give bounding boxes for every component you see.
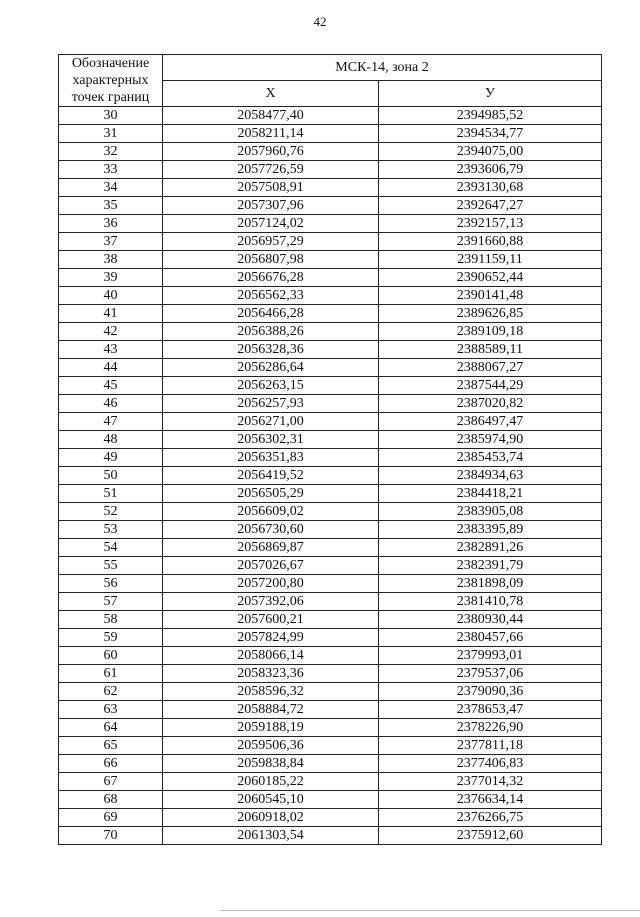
page-edge-line bbox=[220, 910, 640, 911]
x-coordinate-cell: 2061303,54 bbox=[163, 827, 379, 845]
point-number-cell: 41 bbox=[59, 305, 163, 323]
y-coordinate-cell: 2384934,63 bbox=[379, 467, 602, 485]
y-coordinate-cell: 2376266,75 bbox=[379, 809, 602, 827]
y-coordinate-cell: 2382391,79 bbox=[379, 557, 602, 575]
x-coordinate-cell: 2056609,02 bbox=[163, 503, 379, 521]
point-number-cell: 50 bbox=[59, 467, 163, 485]
page-number: 42 bbox=[313, 14, 327, 29]
y-coordinate-cell: 2393606,79 bbox=[379, 161, 602, 179]
y-coordinate-cell: 2381898,09 bbox=[379, 575, 602, 593]
table-row bbox=[59, 521, 602, 539]
point-number-cell: 66 bbox=[59, 755, 163, 773]
table-row bbox=[59, 143, 602, 161]
point-number-cell: 55 bbox=[59, 557, 163, 575]
x-coordinate-cell: 2056505,29 bbox=[163, 485, 379, 503]
point-number-cell: 57 bbox=[59, 593, 163, 611]
y-coordinate-cell: 2391159,11 bbox=[379, 251, 602, 269]
table-row bbox=[59, 737, 602, 755]
table-row bbox=[59, 755, 602, 773]
table-row bbox=[59, 611, 602, 629]
y-coordinate-cell: 2380457,66 bbox=[379, 629, 602, 647]
point-number-cell: 33 bbox=[59, 161, 163, 179]
point-number-cell: 65 bbox=[59, 737, 163, 755]
x-coordinate-cell: 2056957,29 bbox=[163, 233, 379, 251]
x-coordinate-cell: 2057960,76 bbox=[163, 143, 379, 161]
y-coordinate-cell: 2385974,90 bbox=[379, 431, 602, 449]
point-number-cell: 63 bbox=[59, 701, 163, 719]
x-coordinate-cell: 2056730,60 bbox=[163, 521, 379, 539]
y-coordinate-cell: 2381410,78 bbox=[379, 593, 602, 611]
y-coordinate-cell: 2379090,36 bbox=[379, 683, 602, 701]
y-coordinate-cell: 2388589,11 bbox=[379, 341, 602, 359]
point-number-cell: 45 bbox=[59, 377, 163, 395]
table-row bbox=[59, 413, 602, 431]
x-coordinate-cell: 2057026,67 bbox=[163, 557, 379, 575]
table-row bbox=[59, 773, 602, 791]
table-row bbox=[59, 719, 602, 737]
x-coordinate-cell: 2057726,59 bbox=[163, 161, 379, 179]
table-row bbox=[59, 359, 602, 377]
x-coordinate-cell: 2057600,21 bbox=[163, 611, 379, 629]
x-coordinate-cell: 2056869,87 bbox=[163, 539, 379, 557]
y-coordinate-cell: 2391660,88 bbox=[379, 233, 602, 251]
x-coordinate-cell: 2056676,28 bbox=[163, 269, 379, 287]
y-coordinate-cell: 2385453,74 bbox=[379, 449, 602, 467]
x-coordinate-cell: 2057508,91 bbox=[163, 179, 379, 197]
table-row bbox=[59, 683, 602, 701]
table-row bbox=[59, 539, 602, 557]
x-coordinate-cell: 2059838,84 bbox=[163, 755, 379, 773]
point-number-cell: 61 bbox=[59, 665, 163, 683]
x-coordinate-cell: 2060185,22 bbox=[163, 773, 379, 791]
table-row bbox=[59, 665, 602, 683]
x-coordinate-cell: 2058323,36 bbox=[163, 665, 379, 683]
table-row bbox=[59, 323, 602, 341]
table-row bbox=[59, 125, 602, 143]
table-row bbox=[59, 557, 602, 575]
table-row bbox=[59, 179, 602, 197]
x-coordinate-cell: 2056351,83 bbox=[163, 449, 379, 467]
y-coordinate-cell: 2390652,44 bbox=[379, 269, 602, 287]
x-coordinate-cell: 2060918,02 bbox=[163, 809, 379, 827]
x-coordinate-cell: 2057824,99 bbox=[163, 629, 379, 647]
table-row bbox=[59, 449, 602, 467]
x-coordinate-cell: 2058211,14 bbox=[163, 125, 379, 143]
table-row bbox=[59, 305, 602, 323]
table-row bbox=[59, 827, 602, 845]
point-number-cell: 53 bbox=[59, 521, 163, 539]
table-row bbox=[59, 251, 602, 269]
point-number-cell: 60 bbox=[59, 647, 163, 665]
table-row bbox=[59, 431, 602, 449]
x-coordinate-cell: 2056419,52 bbox=[163, 467, 379, 485]
table-row bbox=[59, 233, 602, 251]
y-coordinate-cell: 2378226,90 bbox=[379, 719, 602, 737]
point-number-cell: 68 bbox=[59, 791, 163, 809]
x-coordinate-cell: 2056286,64 bbox=[163, 359, 379, 377]
point-number-cell: 39 bbox=[59, 269, 163, 287]
y-coordinate-cell: 2392647,27 bbox=[379, 197, 602, 215]
y-coordinate-cell: 2390141,48 bbox=[379, 287, 602, 305]
table-row bbox=[59, 197, 602, 215]
y-coordinate-cell: 2394534,77 bbox=[379, 125, 602, 143]
x-coordinate-cell: 2056328,36 bbox=[163, 341, 379, 359]
point-number-cell: 35 bbox=[59, 197, 163, 215]
y-coordinate-cell: 2377014,32 bbox=[379, 773, 602, 791]
table-row bbox=[59, 161, 602, 179]
x-coordinate-cell: 2059506,36 bbox=[163, 737, 379, 755]
x-coordinate-cell: 2058884,72 bbox=[163, 701, 379, 719]
x-coordinate-cell: 2056271,00 bbox=[163, 413, 379, 431]
y-coordinate-cell: 2386497,47 bbox=[379, 413, 602, 431]
point-number-cell: 54 bbox=[59, 539, 163, 557]
point-number-cell: 58 bbox=[59, 611, 163, 629]
table-row bbox=[59, 593, 602, 611]
table-row bbox=[59, 701, 602, 719]
point-number-cell: 36 bbox=[59, 215, 163, 233]
x-coordinate-cell: 2058596,32 bbox=[163, 683, 379, 701]
point-number-cell: 42 bbox=[59, 323, 163, 341]
point-number-cell: 47 bbox=[59, 413, 163, 431]
y-coordinate-cell: 2377406,83 bbox=[379, 755, 602, 773]
table-row bbox=[59, 809, 602, 827]
y-coordinate-cell: 2389109,18 bbox=[379, 323, 602, 341]
x-coordinate-cell: 2056562,33 bbox=[163, 287, 379, 305]
y-column-header: У bbox=[379, 81, 602, 107]
x-coordinate-cell: 2056263,15 bbox=[163, 377, 379, 395]
point-number-cell: 31 bbox=[59, 125, 163, 143]
point-number-cell: 46 bbox=[59, 395, 163, 413]
point-number-cell: 38 bbox=[59, 251, 163, 269]
point-number-cell: 56 bbox=[59, 575, 163, 593]
point-number-cell: 62 bbox=[59, 683, 163, 701]
table-row bbox=[59, 377, 602, 395]
point-number-cell: 40 bbox=[59, 287, 163, 305]
table-row bbox=[59, 287, 602, 305]
table-row bbox=[59, 395, 602, 413]
table-row bbox=[59, 503, 602, 521]
y-coordinate-cell: 2375912,60 bbox=[379, 827, 602, 845]
x-coordinate-cell: 2058477,40 bbox=[163, 107, 379, 125]
y-coordinate-cell: 2383395,89 bbox=[379, 521, 602, 539]
point-number-cell: 34 bbox=[59, 179, 163, 197]
y-coordinate-cell: 2378653,47 bbox=[379, 701, 602, 719]
point-column-header: Обозначение характерных точек границ bbox=[59, 55, 163, 107]
table-row bbox=[59, 647, 602, 665]
point-number-cell: 44 bbox=[59, 359, 163, 377]
table-row bbox=[59, 791, 602, 809]
y-coordinate-cell: 2393130,68 bbox=[379, 179, 602, 197]
y-coordinate-cell: 2387020,82 bbox=[379, 395, 602, 413]
table-row bbox=[59, 467, 602, 485]
table-row bbox=[59, 629, 602, 647]
point-number-cell: 51 bbox=[59, 485, 163, 503]
point-number-cell: 67 bbox=[59, 773, 163, 791]
table-row bbox=[59, 215, 602, 233]
table-row bbox=[59, 107, 602, 125]
y-coordinate-cell: 2376634,14 bbox=[379, 791, 602, 809]
x-coordinate-cell: 2057124,02 bbox=[163, 215, 379, 233]
point-number-cell: 49 bbox=[59, 449, 163, 467]
x-coordinate-cell: 2059188,19 bbox=[163, 719, 379, 737]
table-row bbox=[59, 341, 602, 359]
point-number-cell: 70 bbox=[59, 827, 163, 845]
point-number-cell: 30 bbox=[59, 107, 163, 125]
x-coordinate-cell: 2056388,26 bbox=[163, 323, 379, 341]
coord-system-header: МСК-14, зона 2 bbox=[163, 55, 602, 81]
point-number-cell: 59 bbox=[59, 629, 163, 647]
y-coordinate-cell: 2388067,27 bbox=[379, 359, 602, 377]
x-coordinate-cell: 2057200,80 bbox=[163, 575, 379, 593]
y-coordinate-cell: 2380930,44 bbox=[379, 611, 602, 629]
point-number-cell: 64 bbox=[59, 719, 163, 737]
point-number-cell: 48 bbox=[59, 431, 163, 449]
point-number-cell: 37 bbox=[59, 233, 163, 251]
y-coordinate-cell: 2389626,85 bbox=[379, 305, 602, 323]
y-coordinate-cell: 2377811,18 bbox=[379, 737, 602, 755]
point-number-cell: 69 bbox=[59, 809, 163, 827]
table-header-row bbox=[59, 55, 602, 81]
table-row bbox=[59, 485, 602, 503]
x-coordinate-cell: 2056807,98 bbox=[163, 251, 379, 269]
x-coordinate-cell: 2057392,06 bbox=[163, 593, 379, 611]
x-coordinate-cell: 2056302,31 bbox=[163, 431, 379, 449]
x-coordinate-cell: 2060545,10 bbox=[163, 791, 379, 809]
x-coordinate-cell: 2057307,96 bbox=[163, 197, 379, 215]
x-coordinate-cell: 2058066,14 bbox=[163, 647, 379, 665]
y-coordinate-cell: 2394075,00 bbox=[379, 143, 602, 161]
table-row bbox=[59, 269, 602, 287]
y-coordinate-cell: 2379537,06 bbox=[379, 665, 602, 683]
y-coordinate-cell: 2387544,29 bbox=[379, 377, 602, 395]
point-number-cell: 52 bbox=[59, 503, 163, 521]
y-coordinate-cell: 2383905,08 bbox=[379, 503, 602, 521]
point-number-cell: 43 bbox=[59, 341, 163, 359]
x-coordinate-cell: 2056257,93 bbox=[163, 395, 379, 413]
x-coordinate-cell: 2056466,28 bbox=[163, 305, 379, 323]
x-column-header: Х bbox=[163, 81, 379, 107]
point-number-cell: 32 bbox=[59, 143, 163, 161]
y-coordinate-cell: 2382891,26 bbox=[379, 539, 602, 557]
y-coordinate-cell: 2394985,52 bbox=[379, 107, 602, 125]
y-coordinate-cell: 2392157,13 bbox=[379, 215, 602, 233]
table-body bbox=[59, 107, 602, 845]
coordinates-table bbox=[58, 54, 602, 845]
y-coordinate-cell: 2379993,01 bbox=[379, 647, 602, 665]
table-row bbox=[59, 575, 602, 593]
y-coordinate-cell: 2384418,21 bbox=[379, 485, 602, 503]
